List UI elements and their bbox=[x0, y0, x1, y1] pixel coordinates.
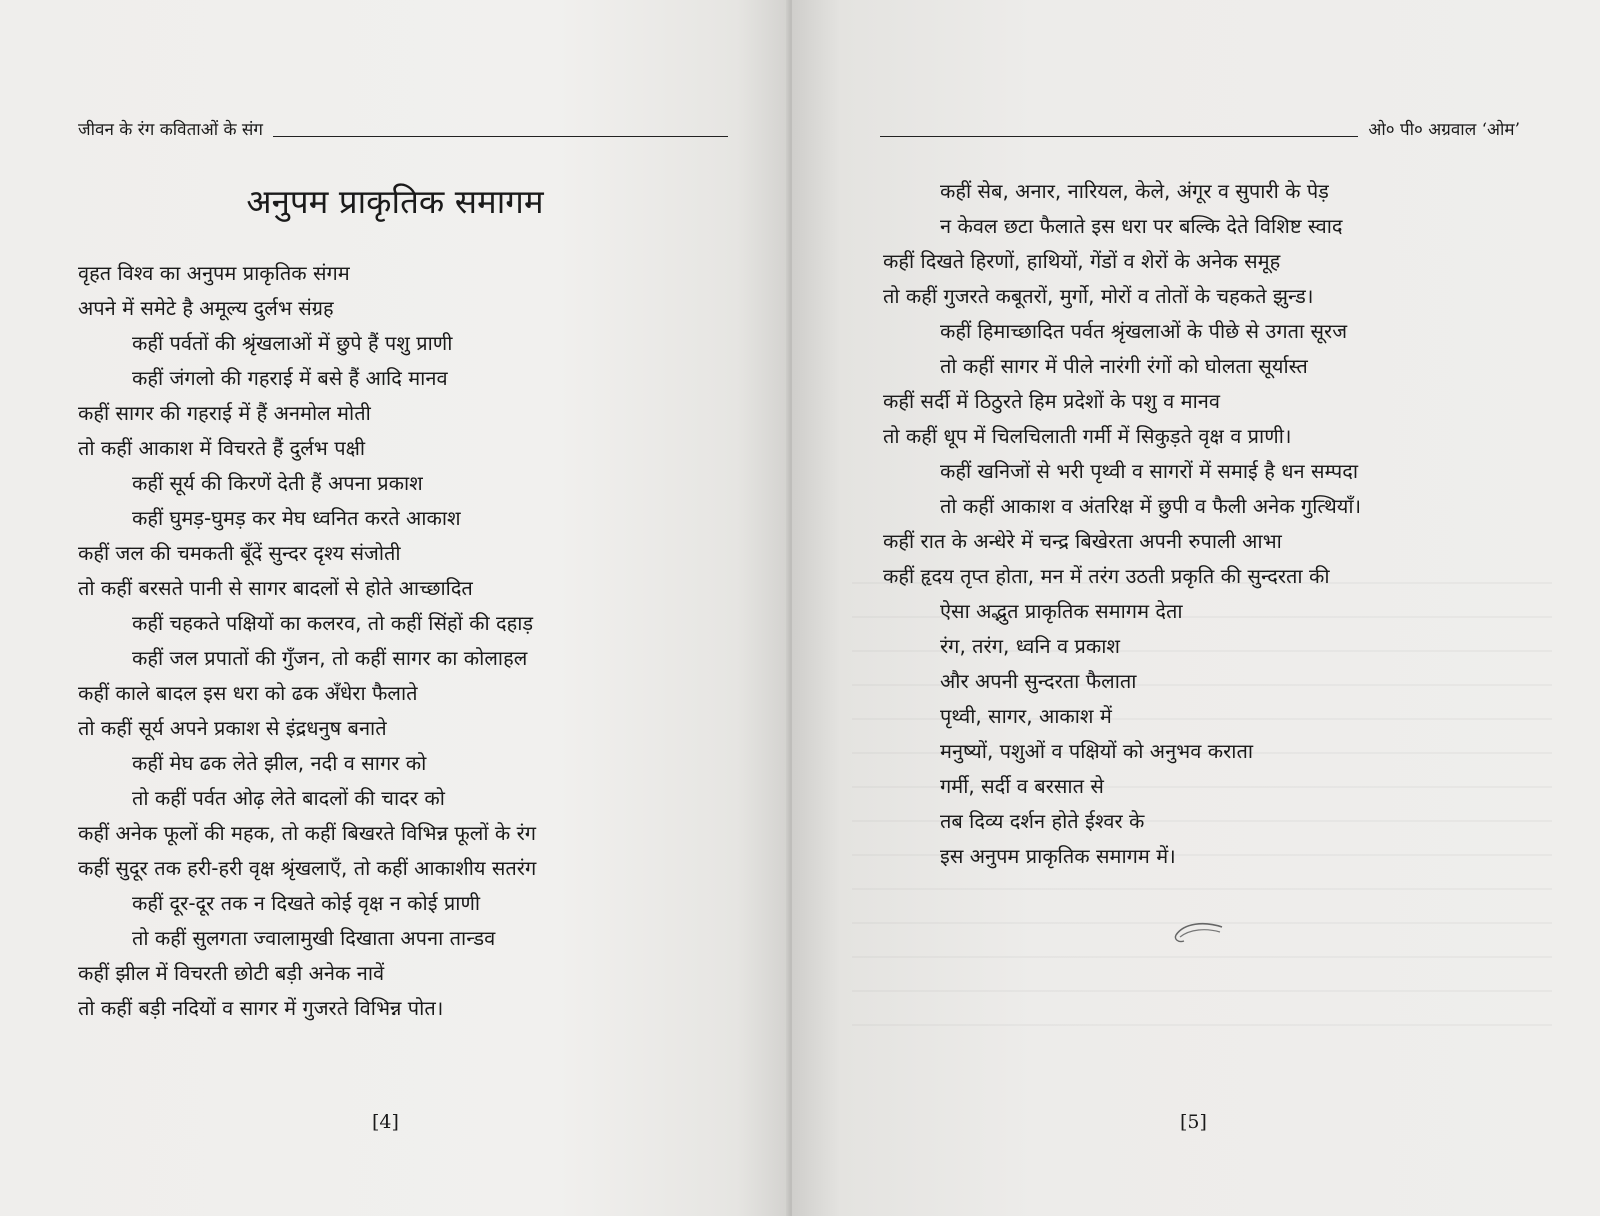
poem-line: मनुष्यों, पशुओं व पक्षियों को अनुभव कराता bbox=[940, 739, 1254, 763]
running-head-text: जीवन के रंग कविताओं के संग bbox=[78, 120, 263, 140]
poem-line: कहीं सर्दी में ठिठुरते हिम प्रदेशों के पशु व मानव bbox=[883, 389, 1220, 413]
poem-line: कहीं सुदूर तक हरी-हरी वृक्ष श्रृंखलाएँ, तो कहीं आकाशीय सतरंग bbox=[78, 856, 537, 880]
poem-line: कहीं जल प्रपातों की गुँजन, तो कहीं सागर का कोलाहल bbox=[132, 646, 528, 670]
poem-line: न केवल छटा फैलाते इस धरा पर बल्कि देते विशिष्ट स्वाद bbox=[940, 214, 1343, 238]
poem-line: कहीं जल की चमकती बूँदें सुन्दर दृश्य संजोती bbox=[78, 541, 401, 565]
poem-line: इस अनुपम प्राकृतिक समागम में। bbox=[940, 844, 1176, 868]
page-number-left: [4] bbox=[372, 1111, 399, 1133]
running-head-text: ओ० पी० अग्रवाल ‘ओम’ bbox=[1368, 120, 1520, 140]
poem-line: पृथ्वी, सागर, आकाश में bbox=[940, 704, 1112, 728]
poem-line: कहीं सेब, अनार, नारियल, केले, अंगूर व सुपारी के पेड़ bbox=[940, 179, 1329, 203]
poem-line: कहीं हिमाच्छादित पर्वत श्रृंखलाओं के पीछे से उगता सूरज bbox=[940, 319, 1348, 343]
poem-line: कहीं जंगलो की गहराई में बसे हैं आदि मानव bbox=[132, 366, 448, 390]
poem-line: तो कहीं पर्वत ओढ़ लेते बादलों की चादर को bbox=[132, 786, 445, 810]
flourish-icon bbox=[1170, 915, 1230, 945]
page-number-right: [5] bbox=[1180, 1111, 1207, 1133]
poem-line: कहीं दूर-दूर तक न दिखते कोई वृक्ष न कोई प्राणी bbox=[132, 891, 481, 915]
poem-line: कहीं अनेक फूलों की महक, तो कहीं बिखरते विभिन्न फूलों के रंग bbox=[78, 821, 537, 845]
poem-line: कहीं घुमड़-घुमड़ कर मेघ ध्वनित करते आकाश bbox=[132, 506, 461, 530]
right-running-head bbox=[880, 118, 1520, 142]
left-page bbox=[0, 0, 792, 1216]
poem-line: तो कहीं गुजरते कबूतरों, मुर्गो, मोरों व तोतों के चहकते झुन्ड। bbox=[883, 284, 1314, 308]
poem-line: कहीं सूर्य की किरणें देती हैं अपना प्रकाश bbox=[132, 471, 423, 495]
running-head-rule bbox=[880, 135, 1358, 137]
poem-line: ऐसा अद्भुत प्राकृतिक समागम देता bbox=[940, 599, 1183, 623]
poem-line: तो कहीं सुलगता ज्वालामुखी दिखाता अपना तान्डव bbox=[132, 926, 496, 950]
poem-line: कहीं काले बादल इस धरा को ढक अँधेरा फैलाते bbox=[78, 681, 418, 705]
poem-line: कहीं दिखते हिरणों, हाथियों, गेंडों व शेरों के अनेक समूह bbox=[883, 249, 1281, 273]
poem-line: कहीं सागर की गहराई में हैं अनमोल मोती bbox=[78, 401, 371, 425]
running-head-rule bbox=[273, 135, 728, 137]
poem-line: कहीं रात के अन्धेरे में चन्द्र बिखेरता अपनी रुपाली आभा bbox=[883, 529, 1282, 553]
poem-line: तब दिव्य दर्शन होते ईश्वर के bbox=[940, 809, 1145, 833]
poem-line: तो कहीं आकाश में विचरते हैं दुर्लभ पक्षी bbox=[78, 436, 366, 460]
poem-line: तो कहीं बरसते पानी से सागर बादलों से होते आच्छादित bbox=[78, 576, 473, 600]
poem-line: और अपनी सुन्दरता फैलाता bbox=[940, 669, 1137, 693]
poem-line: कहीं मेघ ढक लेते झील, नदी व सागर को bbox=[132, 751, 427, 775]
poem-line: कहीं झील में विचरती छोटी बड़ी अनेक नावें bbox=[78, 961, 385, 985]
poem-line: तो कहीं बड़ी नदियों व सागर में गुजरते विभिन्न पोत। bbox=[78, 996, 444, 1020]
poem-line: तो कहीं धूप में चिलचिलाती गर्मी में सिकुड़ते वृक्ष व प्राणी। bbox=[883, 424, 1292, 448]
poem-line: कहीं चहकते पक्षियों का कलरव, तो कहीं सिंहों की दहाड़ bbox=[132, 611, 534, 635]
poem-line: कहीं हृदय तृप्त होता, मन में तरंग उठती प्रकृति की सुन्दरता की bbox=[883, 564, 1330, 588]
poem-line: कहीं खनिजों से भरी पृथ्वी व सागरों में समाई है धन सम्पदा bbox=[940, 459, 1359, 483]
poem-line: रंग, तरंग, ध्वनि व प्रकाश bbox=[940, 634, 1120, 658]
left-running-head bbox=[78, 118, 728, 142]
poem-line: अपने में समेटे है अमूल्य दुर्लभ संग्रह bbox=[78, 296, 334, 320]
poem-line: तो कहीं सागर में पीले नारंगी रंगों को घोलता सूर्यास्त bbox=[940, 354, 1308, 378]
poem-line: तो कहीं आकाश व अंतरिक्ष में छुपी व फैली अनेक गुत्थियाँ। bbox=[940, 494, 1362, 518]
poem-title: अनुपम प्राकृतिक समागम bbox=[246, 182, 544, 221]
poem-line: कहीं पर्वतों की श्रृंखलाओं में छुपे हैं पशु प्राणी bbox=[132, 331, 453, 355]
poem-line: वृहत विश्व का अनुपम प्राकृतिक संगम bbox=[78, 261, 350, 285]
poem-line: तो कहीं सूर्य अपने प्रकाश से इंद्रधनुष बनाते bbox=[78, 716, 387, 740]
poem-line: गर्मी, सर्दी व बरसात से bbox=[940, 774, 1104, 798]
